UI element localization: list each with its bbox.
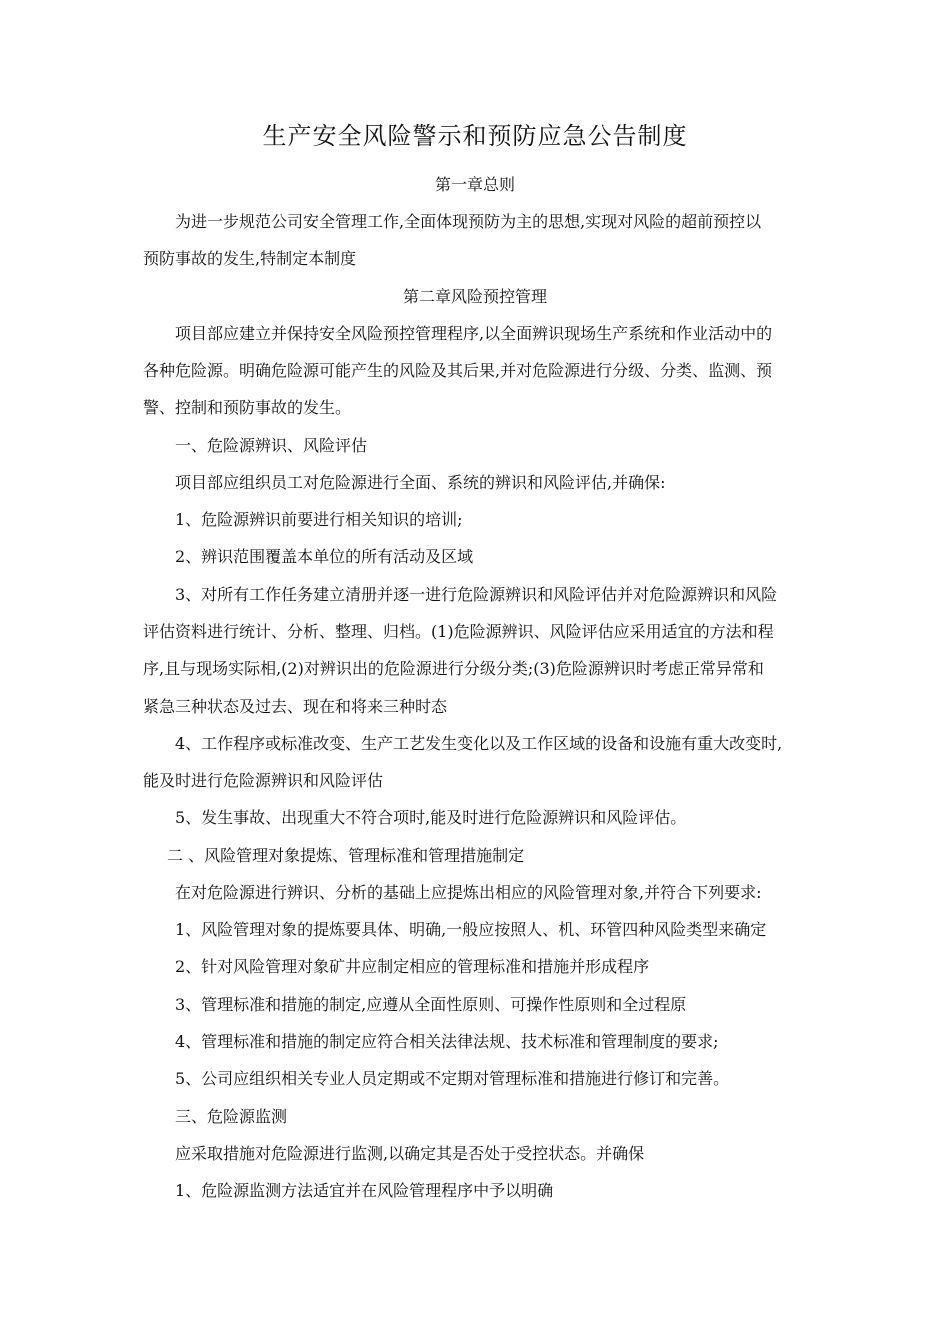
paragraph-line: 在对危险源进行辨识、分析的基础上应提炼出相应的风险管理对象,并符合下列要求: xyxy=(175,883,762,902)
list-item: 1、危险源监测方法适宜并在风险管理程序中予以明确 xyxy=(175,1181,554,1200)
paragraph-line: 各种危险源。明确危险源可能产生的风险及其后果,并对危险源进行分级、分类、监测、预 xyxy=(143,361,773,380)
paragraph-line: 警、控制和预防事故的发生。 xyxy=(143,398,352,417)
list-item: 4、工作程序或标准改变、生产工艺发生变化以及工作区域的设备和设施有重大改变时, xyxy=(175,734,783,753)
paragraph-line: 项目部应组织员工对危险源进行全面、系统的辨识和风险评估,并确保: xyxy=(175,473,666,492)
section-heading: 三、危险源监测 xyxy=(175,1107,288,1126)
list-item-continuation: 能及时进行危险源辨识和风险评估 xyxy=(143,771,384,790)
list-item: 1、危险源辨识前要进行相关知识的培训; xyxy=(175,510,463,529)
list-item: 1、风险管理对象的提炼要具体、明确,一般应按照人、机、环管四种风险类型来确定 xyxy=(175,920,767,939)
paragraph-line: 项目部应建立并保持安全风险预控管理程序,以全面辨识现场生产系统和作业活动中的 xyxy=(175,324,773,343)
list-item: 5、公司应组织相关专业人员定期或不定期对管理标准和措施进行修订和完善。 xyxy=(175,1069,730,1088)
list-item-continuation: 评估资料进行统计、分析、整理、归档。(1)危险源辨识、风险评估应采用适宜的方法和程 xyxy=(143,622,774,641)
list-item: 3、对所有工作任务建立清册并逐一进行危险源辨识和风险评估并对危险源辨识和风险 xyxy=(175,585,778,604)
section-heading: 二 、风险管理对象提炼、管理标准和管理措施制定 xyxy=(167,846,525,865)
list-item: 3、管理标准和措施的制定,应遵从全面性原则、可操作性原则和全过程原 xyxy=(175,995,687,1014)
list-item-continuation: 紧急三种状态及过去、现在和将来三种时态 xyxy=(143,697,448,716)
section-heading: 一、危险源辨识、风险评估 xyxy=(175,436,368,455)
paragraph-line: 预防事故的发生,特制定本制度 xyxy=(143,249,357,268)
list-item: 2、针对风险管理对象矿井应制定相应的管理标准和措施并形成程序 xyxy=(175,957,650,976)
chapter-heading-general: 第一章总则 xyxy=(434,175,515,194)
document-title: 生产安全风险警示和预防应急公告制度 xyxy=(262,122,688,150)
paragraph-line: 应采取措施对危险源进行监测,以确定其是否处于受控状态。并确保 xyxy=(175,1144,645,1163)
list-item: 2、辨识范围覆盖本单位的所有活动及区域 xyxy=(175,547,474,566)
list-item: 4、管理标准和措施的制定应符合相关法律法规、技术标准和管理制度的要求; xyxy=(175,1032,719,1051)
chapter-heading-risk-control: 第二章风险预控管理 xyxy=(402,287,547,306)
paragraph-line: 为进一步规范公司安全管理工作,全面体现预防为主的思想,实现对风险的超前预控以 xyxy=(175,212,762,231)
list-item-continuation: 序,且与现场实际相,(2)对辨识出的危险源进行分级分类;(3)危险源辨识时考虑正常异常和 xyxy=(143,659,764,678)
list-item: 5、发生事故、出现重大不符合项时,能及时进行危险源辨识和风险评估。 xyxy=(175,808,687,827)
